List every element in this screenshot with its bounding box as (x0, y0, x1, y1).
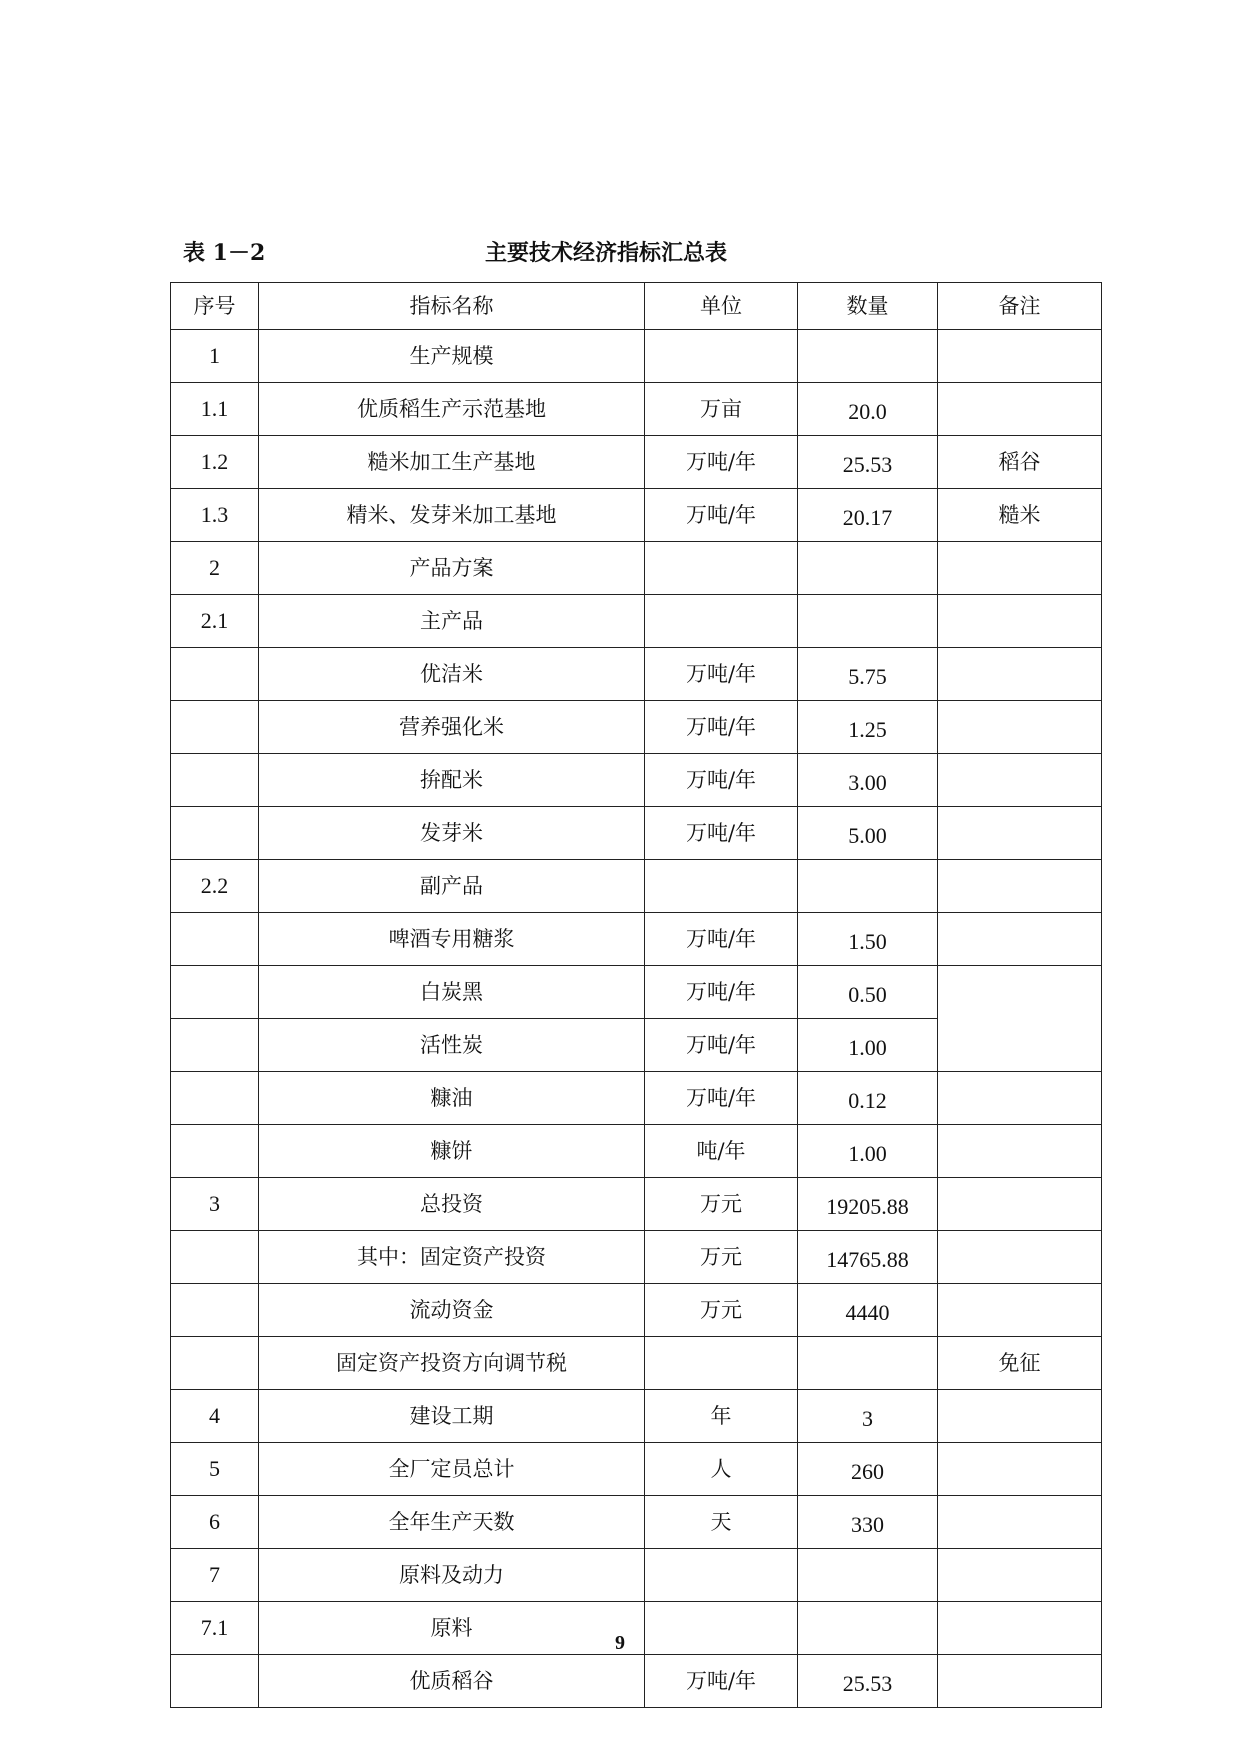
cell-seq: 1.2 (171, 436, 259, 489)
cell-seq (171, 1072, 259, 1125)
table-caption (183, 236, 753, 266)
cell-qty: 5.00 (798, 807, 938, 860)
cell-name: 啤酒专用糖浆 (259, 913, 645, 966)
cell-name: 主产品 (259, 595, 645, 648)
cell-unit: 吨/年 (645, 1125, 798, 1178)
header-row (171, 283, 1102, 330)
cell-remark: 免征 (938, 1337, 1102, 1390)
cell-remark (938, 595, 1102, 648)
cell-seq (171, 1231, 259, 1284)
cell-name: 糙米加工生产基地 (259, 436, 645, 489)
cell-name: 优质稻生产示范基地 (259, 383, 645, 436)
table-title: 主要技术经济指标汇总表 (485, 240, 728, 266)
cell-remark (938, 701, 1102, 754)
cell-unit: 年 (645, 1390, 798, 1443)
cell-unit: 万吨/年 (645, 1655, 798, 1708)
page-number: 9 (615, 1632, 625, 1654)
table-row (171, 595, 1102, 648)
cell-remark (938, 330, 1102, 383)
cell-seq: 1.3 (171, 489, 259, 542)
cell-unit (645, 1602, 798, 1655)
header-remark: 备注 (938, 283, 1102, 330)
table-row (171, 1231, 1102, 1284)
cell-qty (798, 1549, 938, 1602)
cell-seq (171, 1337, 259, 1390)
cell-unit: 万元 (645, 1231, 798, 1284)
cell-unit: 万吨/年 (645, 701, 798, 754)
cell-unit: 万吨/年 (645, 1019, 798, 1072)
cell-remark (938, 807, 1102, 860)
header-seq: 序号 (171, 283, 259, 330)
cell-qty: 0.50 (798, 966, 938, 1019)
cell-unit (645, 860, 798, 913)
cell-qty: 3 (798, 1390, 938, 1443)
cell-seq: 2 (171, 542, 259, 595)
cell-qty: 1.50 (798, 913, 938, 966)
cell-seq (171, 807, 259, 860)
cell-qty: 4440 (798, 1284, 938, 1337)
cell-remark: 糙米 (938, 489, 1102, 542)
cell-remark (938, 1072, 1102, 1125)
table-row (171, 1337, 1102, 1390)
cell-name: 副产品 (259, 860, 645, 913)
cell-unit: 天 (645, 1496, 798, 1549)
cell-remark (938, 383, 1102, 436)
cell-remark (938, 1496, 1102, 1549)
table-row (171, 436, 1102, 489)
cell-name: 固定资产投资方向调节税 (259, 1337, 645, 1390)
cell-qty: 14765.88 (798, 1231, 938, 1284)
cell-name: 活性炭 (259, 1019, 645, 1072)
cell-unit: 万吨/年 (645, 754, 798, 807)
cell-name: 白炭黑 (259, 966, 645, 1019)
cell-unit: 万亩 (645, 383, 798, 436)
cell-qty: 1.25 (798, 701, 938, 754)
cell-name: 其中：固定资产投资 (259, 1231, 645, 1284)
cell-remark (938, 754, 1102, 807)
cell-name: 全年生产天数 (259, 1496, 645, 1549)
cell-seq (171, 1019, 259, 1072)
cell-remark (938, 648, 1102, 701)
cell-unit: 万吨/年 (645, 489, 798, 542)
table-row (171, 1443, 1102, 1496)
cell-seq (171, 701, 259, 754)
cell-seq (171, 1284, 259, 1337)
cell-unit: 万吨/年 (645, 913, 798, 966)
cell-name: 优质稻谷 (259, 1655, 645, 1708)
cell-seq (171, 913, 259, 966)
table-row (171, 966, 1102, 1019)
cell-unit: 万元 (645, 1284, 798, 1337)
cell-qty (798, 330, 938, 383)
cell-remark (938, 1178, 1102, 1231)
cell-unit: 人 (645, 1443, 798, 1496)
cell-seq: 6 (171, 1496, 259, 1549)
cell-unit: 万元 (645, 1178, 798, 1231)
cell-unit (645, 595, 798, 648)
cell-seq: 1 (171, 330, 259, 383)
table-row (171, 1655, 1102, 1708)
table-row (171, 701, 1102, 754)
cell-remark (938, 1443, 1102, 1496)
cell-remark: 稻谷 (938, 436, 1102, 489)
cell-qty: 260 (798, 1443, 938, 1496)
cell-seq: 7.1 (171, 1602, 259, 1655)
header-name: 指标名称 (259, 283, 645, 330)
cell-qty: 19205.88 (798, 1178, 938, 1231)
cell-remark (938, 913, 1102, 966)
cell-unit (645, 542, 798, 595)
table-row (171, 860, 1102, 913)
cell-qty: 0.12 (798, 1072, 938, 1125)
cell-seq (171, 966, 259, 1019)
cell-qty: 330 (798, 1496, 938, 1549)
cell-name: 建设工期 (259, 1390, 645, 1443)
cell-seq (171, 1125, 259, 1178)
cell-name: 营养强化米 (259, 701, 645, 754)
cell-unit (645, 330, 798, 383)
cell-name: 全厂定员总计 (259, 1443, 645, 1496)
cell-qty: 5.75 (798, 648, 938, 701)
cell-unit: 万吨/年 (645, 436, 798, 489)
cell-name: 原料 (259, 1602, 645, 1655)
cell-qty: 1.00 (798, 1019, 938, 1072)
header-unit: 单位 (645, 283, 798, 330)
cell-seq (171, 648, 259, 701)
table-row (171, 648, 1102, 701)
table-row (171, 754, 1102, 807)
cell-name: 总投资 (259, 1178, 645, 1231)
table-row (171, 383, 1102, 436)
cell-qty: 20.0 (798, 383, 938, 436)
cell-qty: 1.00 (798, 1125, 938, 1178)
table-row (171, 1284, 1102, 1337)
indicators-table (170, 282, 1102, 1708)
cell-remark (938, 860, 1102, 913)
cell-remark (938, 1231, 1102, 1284)
cell-unit: 万吨/年 (645, 966, 798, 1019)
cell-seq (171, 1655, 259, 1708)
cell-seq: 2.2 (171, 860, 259, 913)
cell-qty (798, 595, 938, 648)
cell-seq: 2.1 (171, 595, 259, 648)
cell-remark (938, 1549, 1102, 1602)
table-row (171, 1072, 1102, 1125)
table-row (171, 542, 1102, 595)
cell-unit: 万吨/年 (645, 807, 798, 860)
table-row (171, 1549, 1102, 1602)
table-row (171, 489, 1102, 542)
cell-qty (798, 542, 938, 595)
cell-qty (798, 1337, 938, 1390)
cell-unit: 万吨/年 (645, 648, 798, 701)
cell-qty (798, 1602, 938, 1655)
cell-seq: 7 (171, 1549, 259, 1602)
cell-qty: 3.00 (798, 754, 938, 807)
cell-name: 发芽米 (259, 807, 645, 860)
cell-name: 生产规模 (259, 330, 645, 383)
cell-seq: 5 (171, 1443, 259, 1496)
cell-name: 流动资金 (259, 1284, 645, 1337)
cell-qty: 20.17 (798, 489, 938, 542)
cell-unit (645, 1337, 798, 1390)
cell-qty (798, 860, 938, 913)
cell-seq: 4 (171, 1390, 259, 1443)
table-row (171, 807, 1102, 860)
cell-remark (938, 1284, 1102, 1337)
cell-seq: 1.1 (171, 383, 259, 436)
table-row (171, 1496, 1102, 1549)
cell-seq: 3 (171, 1178, 259, 1231)
cell-qty: 25.53 (798, 436, 938, 489)
cell-name: 产品方案 (259, 542, 645, 595)
cell-unit (645, 1549, 798, 1602)
cell-remark (938, 1390, 1102, 1443)
cell-unit: 万吨/年 (645, 1072, 798, 1125)
cell-remark (938, 1125, 1102, 1178)
table-number: 表 1－2 (183, 240, 266, 266)
cell-remark (938, 1655, 1102, 1708)
cell-remark (938, 542, 1102, 595)
table-row (171, 1178, 1102, 1231)
table-row (171, 913, 1102, 966)
cell-remark (938, 966, 1102, 1072)
cell-name: 精米、发芽米加工基地 (259, 489, 645, 542)
cell-name: 优洁米 (259, 648, 645, 701)
cell-name: 糠饼 (259, 1125, 645, 1178)
cell-name: 糠油 (259, 1072, 645, 1125)
cell-name: 原料及动力 (259, 1549, 645, 1602)
cell-remark (938, 1602, 1102, 1655)
header-qty: 数量 (798, 283, 938, 330)
table-row (171, 330, 1102, 383)
table-row (171, 1125, 1102, 1178)
table-row (171, 1390, 1102, 1443)
cell-name: 拚配米 (259, 754, 645, 807)
cell-seq (171, 754, 259, 807)
cell-qty: 25.53 (798, 1655, 938, 1708)
